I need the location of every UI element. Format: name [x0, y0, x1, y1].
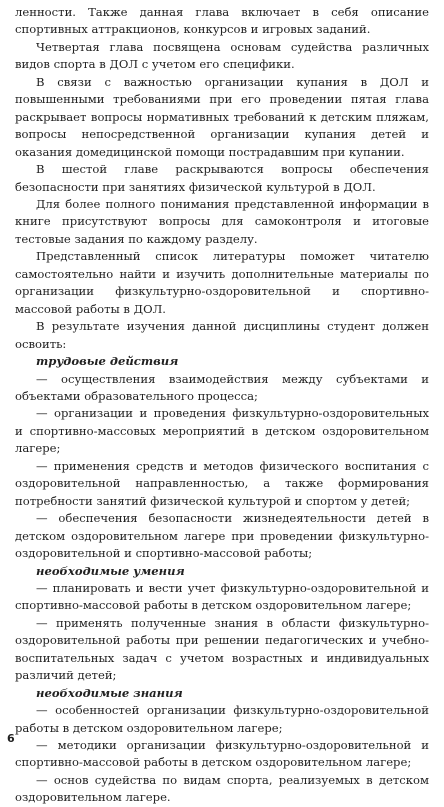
paragraph-chapter-four: Четвертая глава посвящена основам судейства различных видов спорта в ДОЛ с учетом его специфики. [15, 39, 429, 72]
paragraph-chapter-five: В связи с важностью организации купания в ДОЛ и повышенными требованиями при его проведении пятая глава раскрывает вопросы нормативных требований к детским пляжам, вопросы непосредственной организации купания детей и оказания домедицинской помощи пострадавшим при купании. [15, 74, 429, 159]
list-item-labor-action: — обеспечения безопасности жизнедеятельности детей в детском оздоровительном лагере при проведении физкультурно-оздоровительной и спортивно-массовой работы; [15, 511, 429, 561]
subheading-required-knowledge: необходимые знания [36, 685, 183, 700]
list-item-skill: — планировать и вести учет физкультурно-оздоровительной и спортивно-массовой работы в детском оздоровительном лагере; [15, 580, 429, 613]
subheading-labor-actions: трудовые действия [36, 354, 179, 369]
paragraph-self-control: Для более полного понимания представленной информации в книге присутствуют вопросы для самоконтроля и итоговые тестовые задания по каждому разделу. [15, 196, 429, 246]
list-item-skill: — применять полученные знания в области физкультурно-оздоровительной работы при решении педагогических и учебно-воспитательных задач с учетом возрастных и индивидуальных различий детей; [15, 615, 429, 683]
subheading-required-skills: необходимые умения [36, 563, 185, 578]
list-item-knowledge: — методики организации физкультурно-оздоровительной и спортивно-массовой работы в детском оздоровительном лагере; [15, 738, 429, 770]
body-text [15, 4, 429, 807]
list-item-knowledge: — основ судейства по видам спорта, реализуемых в детском оздоровительном лагере. [15, 772, 429, 805]
paragraph-learning-outcomes: В результате изучения данной дисциплины студент должен освоить: [15, 319, 429, 351]
paragraph-chapter-three-continued: ленности. Также данная глава включает в себя описание спортивных аттракционов, конкурсов и игровых заданий. [15, 5, 429, 37]
list-item-labor-action: — осуществления взаимодействия между субъектами и объектами образовательного процесса; [15, 371, 429, 403]
list-item-labor-action: — организации и проведения физкультурно-оздоровительных и спортивно-массовых мероприятий в детском оздоровительном лагере; [15, 406, 429, 456]
paragraph-literature: Представленный список литературы поможет читателю самостоятельно найти и изучить дополнительные материалы по организации физкультурно-оздоровительной и спортивно-массовой работы в ДОЛ. [15, 249, 429, 316]
list-item-knowledge: — особенностей организации физкультурно-оздоровительной работы в детском оздоровительном лагере; [15, 703, 429, 735]
page-number: 6 [7, 732, 15, 745]
list-item-labor-action: — применения средств и методов физического воспитания с оздоровительной направленностью, а также формирования потребности занятий физической культурой и спортом у детей; [15, 458, 429, 508]
paragraph-chapter-six: В шестой главе раскрываются вопросы обеспечения безопасности при занятиях физической культурой в ДОЛ. [15, 162, 429, 194]
